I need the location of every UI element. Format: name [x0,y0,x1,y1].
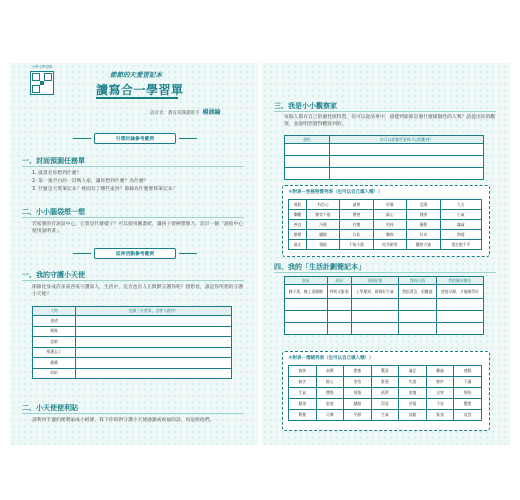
table-header: 他做了什麼事，怎麼守護你？ [76,307,232,316]
trait-cell: 樂觀 [289,210,307,220]
sample-cell: 呼吸太緊張 [327,285,351,299]
table-row-label: 爺爺 [33,358,76,369]
mood-cell: 平靜 [344,410,372,421]
mood-cell: 興奮 [289,410,317,421]
mood-list-title: ＊附表－情緒列表（也可以自己填入哦！） [288,356,374,361]
mood-cell: 期待 [454,388,482,399]
designer-name: 楊涵綸 [202,109,221,116]
observer-text: 每個人都有自己的個性與特質，你可以從故事中，感覺到節節是個什麼樣個性的人嗎？請提出你的觀察，並說明您覺得觀察到的。 [284,115,496,127]
trait-cell: 冷靜 [306,220,339,230]
trait-cell: 謙虛 [440,220,481,230]
table-cell-input[interactable] [327,311,351,323]
trait-cell: 禮貌 [340,210,373,220]
trait-table [288,199,482,250]
sample-cell: 睡不著，晚上很睡醒 [285,285,328,299]
mood-cell: 哀怨 [454,410,482,421]
trait-cell: 頑皮 [289,240,307,250]
mood-cell: 煩惱 [344,388,372,399]
trait-cell: 勤勞不倦 [306,210,339,220]
sample-cell: 我很著急，很難過 [398,285,436,299]
mood-cell: 厭煩 [289,399,317,410]
mood-cell: 愉快 [289,366,317,377]
designer-role: 設計者：教育部閱讀推手 [150,111,200,116]
trait-cell: 堅持 [373,220,406,230]
table-cell-input[interactable] [351,299,398,311]
mood-cell: 自卑 [426,388,454,399]
mood-cell: 失望 [399,377,427,388]
trait-cell: 熱情 [440,230,481,240]
table-header: 原因 [327,277,351,285]
mood-table [288,365,482,421]
section-divider [22,217,244,218]
page-title: 讀寫合一學習單 [96,83,184,97]
trait-cell: 活潑 [407,200,440,210]
question-item: 3. 什麼是天愛筆記本？裡面有了哪些東西？節錄為什麼要寫筆記本？ [32,187,178,192]
qr-code-icon [30,71,54,95]
table-cell-input[interactable] [398,299,436,311]
trait-cell: 吃苦耐勞 [373,240,406,250]
table-cell-input[interactable] [285,156,330,168]
trait-cell: 有趣 [340,220,373,230]
table-row-label: 奶奶 [33,368,76,379]
sticky-note-text: 請利用手邊的便利貼或小紙條，寫下你寫對守護小天使感謝或祝福的話，再送給他們。 [32,418,215,423]
section-guardian-title: 一、我的守護小天使 [22,271,85,279]
mood-cell: 痛苦 [289,377,317,388]
table-cell-input[interactable] [76,326,232,337]
mood-cell: 滿足 [399,366,427,377]
table-cell-input[interactable] [76,358,232,369]
guardian-table [32,306,232,379]
life-plan-table [284,276,484,335]
left-page [10,63,258,445]
table-row-label: 爸爸 [33,316,76,327]
mood-cell: 甜蜜 [344,366,372,377]
trait-cell: 誠實 [340,200,373,210]
trait-cell: 勇敢 [289,200,307,210]
trait-cell: 有信心 [306,200,339,210]
trait-cell: 小氣 [440,210,481,220]
table-cell-input[interactable] [285,311,328,323]
mood-cell: 高興 [316,366,344,377]
mood-cell: 緊張 [371,377,399,388]
table-cell-input[interactable] [76,337,232,348]
mood-cell: 寂寞 [316,399,344,410]
section-divider [274,272,496,273]
table-cell-input[interactable] [351,311,398,323]
designer-credit [150,107,221,116]
right-page [262,63,510,445]
mood-cell: 羞愧 [399,388,427,399]
table-cell-input[interactable] [436,323,483,335]
mood-cell: 害怕 [344,377,372,388]
series-title: 節節的天愛習記本 [110,71,162,79]
table-cell-input[interactable] [330,168,484,180]
mood-cell: 可憐 [316,410,344,421]
table-row-label: 導護志工 [33,347,76,358]
trait-cell: 衝動 [407,220,440,230]
mood-cell: 生氣 [371,410,399,421]
table-cell-input[interactable] [285,299,328,311]
section-observer-title: 三、我是小小觀察家 [274,102,337,110]
table-header: 你可以從哪些事例可以推斷到？ [330,136,484,144]
table-cell-input[interactable] [76,347,232,358]
guardian-text: 節節化身成許多東西來守護家人，生活中，是否也有人正默默守護你呢？想想看，誰是你所想的守護小天使？ [32,285,244,297]
mood-cell: 感動 [454,366,482,377]
table-cell-input[interactable] [330,156,484,168]
table-cell-input[interactable] [327,323,351,335]
thinking-text: 若家裏的有說話中心，它會是什麼樣子？可以使用圖畫紙，讓孩子發揮想像力，設計一個「說給中心使用說明書」。 [32,222,244,234]
mood-cell: 不安 [426,399,454,410]
trait-cell: 自私 [340,230,373,240]
prediction-question-list [32,170,177,194]
section-sticky-note-title: 二、小天使便利貼 [22,404,78,412]
question-item: 1. 就書名你想到什麼？ [32,171,82,176]
trait-cell: 好奇 [407,230,440,240]
table-header: 事後結果 [351,277,398,285]
trait-cell: 觀察力強 [407,240,440,250]
section-life-plan-title: 四、我的「生活計劃簡記本」 [274,263,365,271]
question-item: 2. 第一張空白的一頁嗎人家，讓你想到什麼？為什麼？ [32,179,149,184]
table-row-label: 媽媽 [33,326,76,337]
section-divider [22,166,244,167]
section-divider [274,111,496,112]
table-header: 狀況 [285,277,328,285]
section-divider [22,280,244,281]
mood-cell: 緊張 [426,410,454,421]
sample-cell: 上學遲到，媽媽好生氣 [351,285,398,299]
trait-cell: 善良 [289,220,307,230]
mood-cell: 懊悔 [316,388,344,399]
mood-cell: 孤單 [371,388,399,399]
mood-cell: 得意 [371,399,399,410]
mood-cell: 難過 [426,366,454,377]
title-underline [96,97,178,99]
trait-cell: 驕傲 [306,230,339,240]
table-cell-input[interactable] [330,144,484,156]
mood-cell: 驚喜 [371,366,399,377]
table-cell-input[interactable] [327,299,351,311]
trait-cell: 健康 [407,210,440,220]
mood-cell: 生氣 [289,388,317,399]
mood-cell: 嫉妒 [426,377,454,388]
table-cell-input[interactable] [76,316,232,327]
trait-cell: 愛打抱不平 [440,240,481,250]
table-cell-input[interactable] [76,368,232,379]
table-cell-input[interactable] [398,311,436,323]
table-cell-input[interactable] [285,323,328,335]
trait-cell: 傲慢 [289,230,307,240]
discussion-banner: 引導討論參考範例 [94,133,176,144]
table-header: 我的解決辦法 [436,277,483,285]
mood-cell: 驕傲 [344,399,372,410]
trait-cell: 大方 [440,200,481,210]
section-cover-prediction-title: 一、封面預測任務單 [22,157,85,165]
observer-table [284,135,484,180]
trait-cell: 細心 [373,210,406,220]
sample-cell: 要提早睡，才能睡得好 [436,285,483,299]
qr-code-label: 小學生學習單 [31,65,53,69]
table-cell-input[interactable] [436,311,483,323]
table-header: 我的心情 [398,277,436,285]
table-header: 人物 [33,307,76,316]
table-cell-input[interactable] [398,323,436,335]
mood-cell: 不滿 [454,377,482,388]
mood-cell: 驚慌 [454,399,482,410]
section-thinking-title: 二、小小腦袋想一想 [22,208,85,216]
table-header: 個性 [285,136,330,144]
trait-cell: 好勝 [373,200,406,210]
table-cell-input[interactable] [351,323,398,335]
table-cell-input[interactable] [285,168,330,180]
extension-banner: 延伸活動參考範例 [94,248,176,259]
mood-cell: 放鬆 [399,410,427,421]
table-cell-input[interactable] [285,144,330,156]
trait-cell: 不拘小節 [340,240,373,250]
mood-cell: 苦惱 [399,399,427,410]
trait-cell: 懶惰 [373,230,406,240]
trait-cell: 積極 [306,240,339,250]
mood-cell: 擔心 [316,377,344,388]
table-cell-input[interactable] [436,299,483,311]
trait-list-title: ＊附表－性格特質列表（也可以自己填入哦！） [288,190,383,195]
section-divider [22,413,244,414]
table-row-label: 老師 [33,337,76,348]
